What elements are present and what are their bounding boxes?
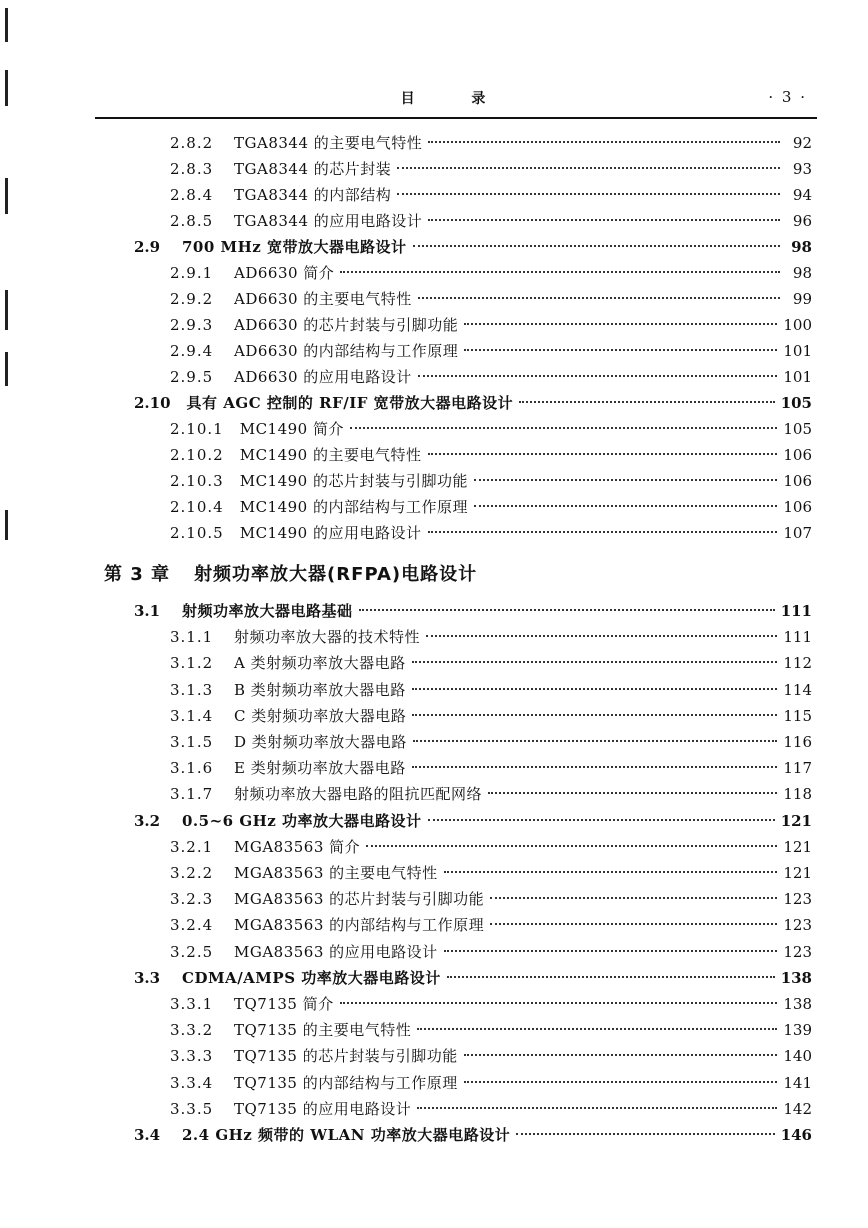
toc-entry-number: 2.9.5 — [170, 368, 214, 386]
toc-entry-title: E 类射频功率放大器电路 — [234, 759, 406, 778]
binding-margin-marks — [0, 0, 14, 1228]
dot-leader — [366, 845, 777, 847]
toc-entry-number: 2.10 — [134, 394, 171, 412]
dot-leader — [464, 323, 777, 325]
toc-entry-number: 3.2.1 — [170, 837, 214, 856]
toc-section-entry — [134, 599, 812, 623]
margin-mark — [5, 510, 8, 540]
dot-leader — [428, 219, 780, 221]
toc-entry-title: CDMA/AMPS 功率放大器电路设计 — [182, 968, 441, 987]
toc-entry-title: 射频功率放大器电路的阻抗匹配网络 — [234, 785, 483, 804]
toc-entry-page-number: 117 — [783, 759, 812, 778]
toc-entry-title: AD6630 的应用电路设计 — [234, 368, 412, 386]
dot-leader — [397, 167, 780, 169]
toc-subsection-entry — [170, 1071, 812, 1095]
toc-entry-title: TGA8344 的内部结构 — [234, 186, 392, 204]
toc-subsection-entry — [170, 992, 812, 1016]
toc-entry-number: 3.2.4 — [170, 916, 214, 935]
toc-entry-page-number: 106 — [783, 498, 812, 516]
toc-subsection-entry — [170, 940, 812, 964]
toc-entry-number: 3.4 — [134, 1126, 161, 1144]
dot-leader — [428, 141, 780, 143]
toc-subsection-entry — [170, 339, 812, 363]
toc-entry-title: 2.4 GHz 频带的 WLAN 功率放大器电路设计 — [182, 1126, 511, 1144]
toc-entry-title: AD6630 的内部结构与工作原理 — [234, 342, 459, 360]
toc-section-entry — [134, 1123, 812, 1147]
toc-entry-page-number: 123 — [783, 890, 812, 909]
toc-section-entry — [134, 391, 812, 415]
toc-entry-number: 3.3.4 — [170, 1073, 214, 1092]
toc-entry-number: 2.10.5 — [170, 524, 224, 542]
toc-subsection-entry — [170, 861, 812, 885]
toc-entry-page-number: 96 — [792, 212, 812, 230]
toc-section-entry — [134, 809, 812, 833]
toc-subsection-entry — [170, 704, 812, 728]
toc-entry-page-number: 115 — [783, 706, 812, 725]
toc-entry-title: 700 MHz 宽带放大器电路设计 — [182, 238, 407, 256]
toc-entry-number: 3.2.5 — [170, 942, 214, 961]
dot-leader — [412, 688, 778, 690]
margin-mark — [5, 290, 8, 330]
toc-entry-title: 0.5~6 GHz 功率放大器电路设计 — [182, 811, 422, 830]
toc-subsection-entry — [170, 495, 812, 519]
toc-entry-title: MC1490 简介 — [239, 420, 344, 438]
dot-leader — [474, 479, 777, 481]
toc-entry-number: 2.9 — [134, 238, 161, 256]
toc-entry-title: MGA83563 的芯片封装与引脚功能 — [234, 890, 485, 909]
toc-entry-title: TGA8344 的应用电路设计 — [234, 212, 423, 230]
toc-entry-number: 2.10.1 — [170, 420, 224, 438]
toc-subsection-entry — [170, 313, 812, 337]
toc-entry-number: 2.9.1 — [170, 264, 214, 282]
toc-entry-number: 3.1.5 — [170, 733, 214, 751]
toc-entry-title: A 类射频功率放大器电路 — [234, 654, 406, 673]
header-page-number: · 3 · — [768, 88, 807, 106]
toc-section-entry — [134, 966, 812, 990]
toc-entry-number: 3.1.6 — [170, 759, 214, 778]
dot-leader — [397, 193, 780, 195]
toc-subsection-entry — [170, 730, 812, 754]
toc-entry-number: 2.9.4 — [170, 342, 214, 360]
toc-subsection-entry — [170, 887, 812, 911]
dot-leader — [444, 950, 778, 952]
toc-entry-title: 射频功率放大器的技术特性 — [234, 628, 421, 647]
toc-entry-page-number: 100 — [783, 316, 812, 334]
dot-leader — [447, 976, 775, 978]
toc-entry-number: 3.1.7 — [170, 785, 214, 804]
dot-leader — [464, 349, 777, 351]
toc-entry-title: MC1490 的内部结构与工作原理 — [239, 498, 468, 516]
toc-entry-number: 3.1.4 — [170, 706, 214, 725]
toc-entry-title: TQ7135 的主要电气特性 — [234, 1021, 412, 1040]
toc-entry-page-number: 99 — [792, 290, 812, 308]
toc-entry-page-number: 111 — [780, 602, 812, 620]
toc-entry-title: 射频功率放大器电路基础 — [182, 602, 353, 620]
toc-entry-page-number: 105 — [780, 394, 812, 412]
header-rule — [95, 117, 817, 119]
toc-entry-number: 2.9.3 — [170, 316, 214, 334]
toc-entry-page-number: 98 — [792, 264, 812, 282]
toc-entry-page-number: 101 — [783, 368, 812, 386]
toc-entry-number: 3.2.3 — [170, 890, 214, 909]
toc-subsection-entry — [170, 365, 812, 389]
toc-subsection-entry — [170, 678, 812, 702]
dot-leader — [412, 766, 778, 768]
toc-subsection-entry — [170, 209, 812, 233]
toc-entry-page-number: 121 — [783, 864, 812, 882]
chapter-number: 第 3 章 — [104, 564, 171, 585]
toc-entry-title: MGA83563 的主要电气特性 — [234, 864, 438, 882]
toc-entry-number: 2.8.3 — [170, 160, 214, 178]
dot-leader — [340, 271, 780, 273]
toc-subsection-entry — [170, 417, 812, 441]
toc-subsection-entry — [170, 651, 812, 675]
toc-entry-title: 具有 AGC 控制的 RF/IF 宽带放大器电路设计 — [186, 394, 514, 412]
dot-leader — [340, 1002, 778, 1004]
toc-entry-page-number: 118 — [783, 785, 812, 804]
toc-entry-page-number: 138 — [780, 968, 812, 987]
toc-subsection-entry — [170, 183, 812, 207]
dot-leader — [417, 1107, 777, 1109]
chapter-heading — [104, 560, 477, 586]
toc-subsection-entry — [170, 261, 812, 285]
toc-entry-page-number: 106 — [783, 446, 812, 464]
toc-entry-title: TQ7135 的芯片封装与引脚功能 — [234, 1047, 458, 1066]
dot-leader — [426, 635, 777, 637]
toc-entry-page-number: 123 — [783, 942, 812, 961]
toc-entry-number: 2.10.4 — [170, 498, 224, 516]
toc-entry-number: 2.8.5 — [170, 212, 214, 230]
toc-entry-title: MGA83563 的内部结构与工作原理 — [234, 916, 485, 935]
toc-entry-page-number: 94 — [792, 186, 812, 204]
toc-subsection-entry — [170, 756, 812, 780]
toc-entry-page-number: 123 — [783, 916, 812, 935]
toc-entry-number: 2.9.2 — [170, 290, 214, 308]
toc-subsection-entry — [170, 287, 812, 311]
toc-entry-page-number: 101 — [783, 342, 812, 360]
toc-entry-page-number: 107 — [783, 524, 812, 542]
dot-leader — [418, 297, 780, 299]
toc-entry-number: 3.3 — [134, 968, 161, 987]
dot-leader — [516, 1133, 774, 1135]
toc-subsection-entry — [170, 157, 812, 181]
toc-subsection-entry — [170, 913, 812, 937]
toc-entry-title: TQ7135 的内部结构与工作原理 — [234, 1073, 458, 1092]
margin-mark — [5, 178, 8, 214]
toc-entry-number: 3.1 — [134, 602, 161, 620]
toc-subsection-entry — [170, 131, 812, 155]
toc-subsection-entry — [170, 782, 812, 806]
toc-entry-number: 3.1.1 — [170, 628, 214, 647]
dot-leader — [464, 1054, 778, 1056]
toc-entry-title: C 类射频功率放大器电路 — [234, 706, 407, 725]
toc-entry-title: D 类射频功率放大器电路 — [234, 733, 407, 751]
header-title: 目 录 — [400, 91, 512, 107]
toc-entry-number: 3.3.1 — [170, 995, 214, 1013]
toc-entry-page-number: 93 — [792, 160, 812, 178]
dot-leader — [417, 1028, 777, 1030]
toc-entry-number: 2.10.2 — [170, 446, 224, 464]
toc-entry-title: MGA83563 简介 — [234, 837, 361, 856]
toc-entry-page-number: 121 — [783, 837, 812, 856]
dot-leader — [413, 245, 780, 247]
toc-entry-title: B 类射频功率放大器电路 — [234, 680, 406, 699]
toc-entry-title: TQ7135 的应用电路设计 — [234, 1099, 412, 1118]
dot-leader — [490, 923, 777, 925]
toc-entry-page-number: 139 — [783, 1021, 812, 1040]
toc-entry-number: 3.2.2 — [170, 864, 214, 882]
toc-entry-page-number: 111 — [783, 628, 812, 647]
toc-section-entry — [134, 235, 812, 259]
toc-entry-title: AD6630 简介 — [234, 264, 335, 282]
dot-leader — [488, 792, 777, 794]
dot-leader — [428, 531, 778, 533]
toc-entry-page-number: 142 — [783, 1099, 812, 1118]
toc-entry-page-number: 98 — [791, 238, 812, 256]
toc-entry-number: 2.10.3 — [170, 472, 224, 490]
dot-leader — [413, 740, 778, 742]
dot-leader — [428, 453, 778, 455]
toc-entry-title: TQ7135 简介 — [234, 995, 334, 1013]
toc-entry-number: 2.8.4 — [170, 186, 214, 204]
toc-entry-title: TGA8344 的芯片封装 — [234, 160, 392, 178]
toc-entry-number: 3.1.3 — [170, 680, 214, 699]
toc-subsection-entry — [170, 1018, 812, 1042]
toc-entry-page-number: 114 — [783, 680, 812, 699]
toc-subsection-entry — [170, 1097, 812, 1121]
toc-entry-page-number: 92 — [792, 134, 812, 152]
toc-entry-page-number: 138 — [783, 995, 812, 1013]
toc-entry-page-number: 105 — [783, 420, 812, 438]
dot-leader — [412, 661, 778, 663]
toc-entry-number: 3.3.3 — [170, 1047, 214, 1066]
toc-entry-number: 3.3.2 — [170, 1021, 214, 1040]
margin-mark — [5, 352, 8, 386]
toc-entry-title: AD6630 的芯片封装与引脚功能 — [234, 316, 459, 334]
toc-subsection-entry — [170, 521, 812, 545]
dot-leader — [464, 1081, 778, 1083]
toc-entry-title: MC1490 的应用电路设计 — [239, 524, 422, 542]
toc-entry-number: 3.3.5 — [170, 1099, 214, 1118]
dot-leader — [359, 609, 775, 611]
dot-leader — [490, 897, 777, 899]
toc-entry-page-number: 116 — [783, 733, 812, 751]
toc-entry-title: TGA8344 的主要电气特性 — [234, 134, 423, 152]
toc-entry-title: MC1490 的芯片封装与引脚功能 — [239, 472, 468, 490]
dot-leader — [412, 714, 777, 716]
toc-entry-number: 2.8.2 — [170, 134, 214, 152]
toc-subsection-entry — [170, 443, 812, 467]
margin-mark — [5, 70, 8, 106]
toc-entry-page-number: 141 — [783, 1073, 812, 1092]
toc-subsection-entry — [170, 835, 812, 859]
page-header — [95, 84, 817, 112]
dot-leader — [428, 819, 775, 821]
toc-entry-number: 3.2 — [134, 811, 161, 830]
dot-leader — [474, 505, 777, 507]
toc-entry-page-number: 106 — [783, 472, 812, 490]
toc-subsection-entry — [170, 469, 812, 493]
toc-entry-title: MGA83563 的应用电路设计 — [234, 942, 438, 961]
dot-leader — [444, 871, 778, 873]
toc-subsection-entry — [170, 1044, 812, 1068]
margin-mark — [5, 8, 8, 42]
chapter-title: 射频功率放大器(RFPA)电路设计 — [194, 564, 478, 585]
toc-entry-page-number: 140 — [783, 1047, 812, 1066]
toc-entry-page-number: 146 — [780, 1126, 812, 1144]
toc-entry-page-number: 121 — [780, 811, 812, 830]
dot-leader — [418, 375, 778, 377]
toc-entry-title: MC1490 的主要电气特性 — [239, 446, 422, 464]
dot-leader — [350, 427, 777, 429]
toc-entry-number: 3.1.2 — [170, 654, 214, 673]
toc-entry-title: AD6630 的主要电气特性 — [234, 290, 412, 308]
toc-subsection-entry — [170, 625, 812, 649]
toc-entry-page-number: 112 — [783, 654, 812, 673]
dot-leader — [519, 401, 775, 403]
